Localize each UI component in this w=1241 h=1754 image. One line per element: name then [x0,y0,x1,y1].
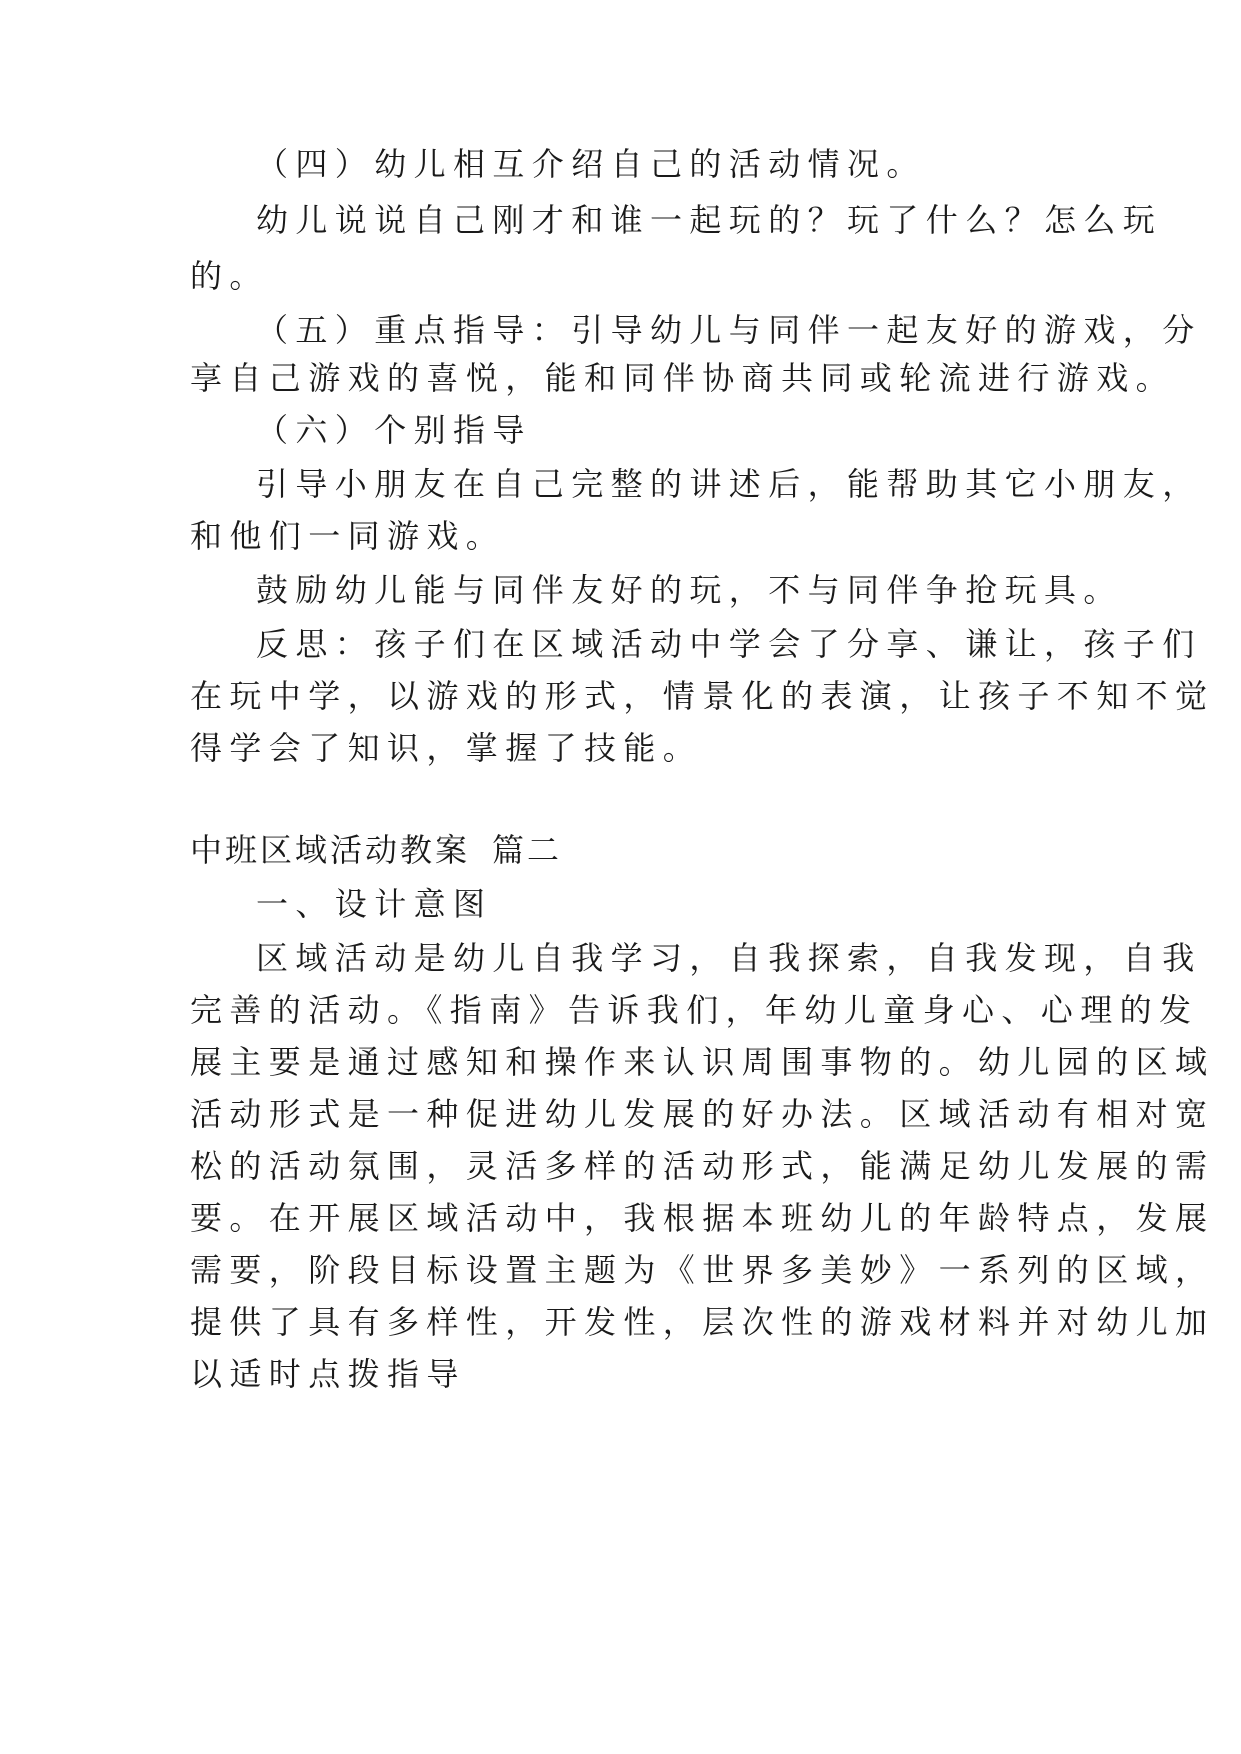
heading-four: （四）幼儿相互介绍自己的活动情况。 [256,145,926,183]
paragraph-line: 得学会了知识，掌握了技能。 [190,729,703,767]
paragraph-line: 提供了具有多样性，开发性，层次性的游戏材料并对幼儿加 [190,1303,1215,1341]
heading-five: （五）重点指导：引导幼儿与同伴一起友好的游戏，分 [256,311,1202,349]
paragraph-line: 区域活动是幼儿自我学习，自我探索，自我发现，自我 [256,939,1202,977]
paragraph-line: 鼓励幼儿能与同伴友好的玩，不与同伴争抢玩具。 [256,571,1123,609]
paragraph-line: 享自己游戏的喜悦，能和同伴协商共同或轮流进行游戏。 [190,359,1176,397]
paragraph-line: 需要，阶段目标设置主题为《世界多美妙》一系列的区域， [190,1251,1215,1289]
paragraph-line: 松的活动氛围，灵活多样的活动形式，能满足幼儿发展的需 [190,1147,1215,1185]
paragraph-line: 的。 [190,257,269,295]
paragraph-line: 展主要是通过感知和操作来认识周围事物的。幼儿园的区域 [190,1043,1215,1081]
heading-six: （六）个别指导 [256,411,532,449]
paragraph-line: 引导小朋友在自己完整的讲述后，能帮助其它小朋友， [256,465,1202,503]
paragraph-line: 反思：孩子们在区域活动中学会了分享、谦让，孩子们 [256,625,1202,663]
paragraph-line: 要。在开展区域活动中，我根据本班幼儿的年龄特点，发展 [190,1199,1215,1237]
heading-design-intent: 一、设计意图 [256,885,493,923]
section-title [190,830,562,870]
paragraph-line: 以适时点拨指导 [190,1355,466,1393]
section-title-suffix: 篇二 [492,831,563,869]
paragraph-line: 完善的活动。《指南》告诉我们，年幼儿童身心、心理的发 [190,991,1199,1029]
paragraph-line: 活动形式是一种促进幼儿发展的好办法。区域活动有相对宽 [190,1095,1215,1133]
paragraph-line: 在玩中学，以游戏的形式，情景化的表演，让孩子不知不觉 [190,677,1215,715]
paragraph-line: 和他们一同游戏。 [190,517,506,555]
section-title-main: 中班区域活动教案 [190,831,471,869]
paragraph-line: 幼儿说说自己刚才和谁一起玩的？玩了什么？怎么玩 [256,201,1163,239]
